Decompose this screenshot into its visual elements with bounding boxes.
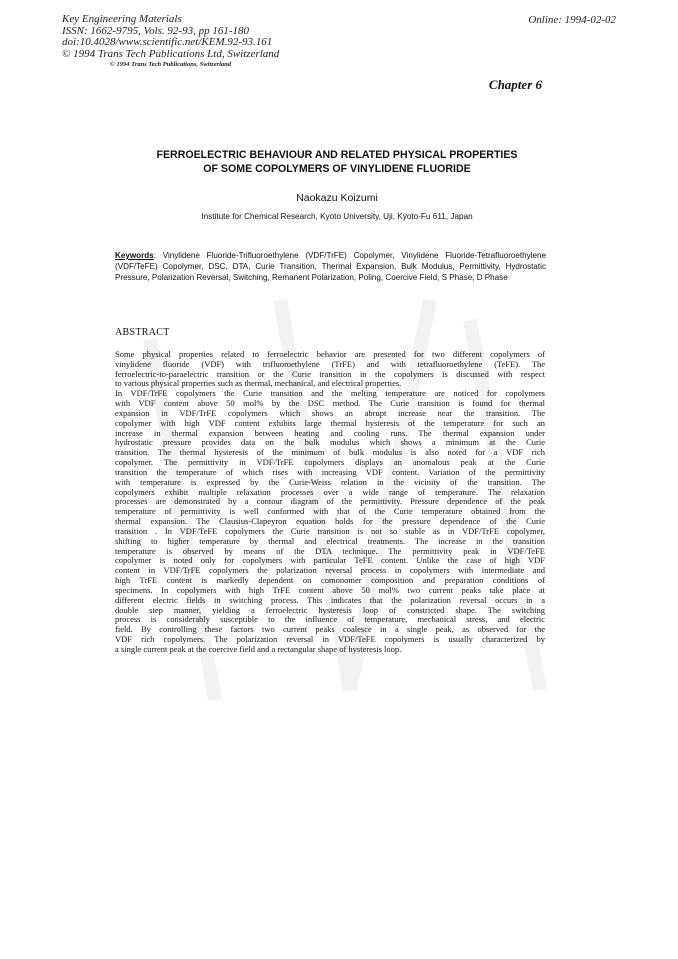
title-line: OF SOME COPOLYMERS OF VINYLIDENE FLUORIDE [203,163,471,175]
abstract-line: content in VDF/TrFE copolymers the polarization reversal process in copolymers with intermediate and [115,566,545,576]
abstract-line: transition the temperature of which rises with increasing VDF content. Variation of the permittivity [115,467,545,477]
author-name: Naokazu Koizumi [296,192,378,204]
abstract-line: double step manner, yielding a ferroelectric hysteresis loop of constricted shape. The switching [115,605,545,615]
journal-name: Key Engineering Materials [62,13,182,25]
abstract-line: In VDF/TrFE copolymers the Curie transition and the melting temperature are noticed for copolymers [115,389,545,399]
abstract-line: Some physical properties related to ferroelectric behavior are presented for two different copolymers of [115,350,545,359]
keywords-text: : Vinylidene Fluoride-Trifluoroethylene (VDF/TrFE) Copolymer, Vinylidene Fluoride-Tetrafluoroethylene (VDF/TeFE) Copolymer, DSC, DTA, Curie Transition, Thermal Expansion, Bulk Modulus, Permittivity, Hydrostatic Pressure, Polarization Reversal, Switching, Remanent Polarization, Poling, Coercive Field, S Phase, D Phase [115,251,546,283]
keywords-label: Keywords [115,251,154,260]
abstract-line: copolymer with high VDF content exhibits large thermal hysteresis of the temperature for such an [115,418,545,428]
abstract-line: shifting to higher temperature by thermal and electrical treatments. The increase in the transition [115,536,545,546]
author-affiliation: Institute for Chemical Research, Kyoto University, Uji, Kyoto-Fu 611, Japan [201,212,473,221]
title-line: FERROELECTRIC BEHAVIOUR AND RELATED PHYSICAL PROPERTIES [156,149,518,161]
abstract-line: hydrostatic pressure provides data on the bulk modulus which shows a minimum at the Curie [115,438,545,448]
journal-metadata [62,14,279,69]
abstract-line: copolymer. The permittivity in VDF/TrFE copolymers displays an anomalous peak at the Curie [115,458,545,468]
abstract-line: vinylidene fluoride (VDF) with trifluoroethylene (TrFE) and with tetrafluoroethylene (TeFE). The [115,359,545,369]
abstract-line: high TrFE content is markedly dependent on comonomer composition and preparation conditions of [115,576,545,586]
abstract-line: VDF rich copolymers. The polarization reversal in VDF/TeFE copolymers is usually characterized by [115,635,545,645]
abstract-line: transition . In VDF/TeFE copolymers the Curie transition is not so stable as in VDF/TrFE copolymer, [115,526,545,536]
abstract-line: different electric fields in switching process. This indicates that the polarization reversal occurs in a [115,595,545,605]
abstract-line: expansion in VDF/TrFE copolymers which shows an abrupt increase near the transition. The [115,408,545,418]
abstract-line: field. By controlling these factors two current peaks coalesce in a single peak, as observed for the [115,625,545,635]
abstract-line: temperature of permittivity is well conformed with that of the Curie temperature obtained from the [115,507,545,517]
doi-line: doi:10.4028/www.scientific.net/KEM.92-93.161 [62,36,273,49]
small-copyright-line: © 1994 Trans Tech Publications, Switzerland [110,61,232,69]
online-date: Online: 1994-02-02 [528,14,616,26]
abstract-line: a single current peak at the coercive field and a rectangular shape of hysteresis loop. [115,644,402,654]
chapter-label: Chapter 6 [488,77,542,92]
abstract-line: with temperature is expressed by the Curie-Weiss relation in the vicinity of the transition. The [115,477,545,487]
abstract-line: copolymers exhibit multiple relaxation processes over a wide range of temperature. The relaxation [115,487,545,497]
abstract-line: process is considerably susceptible to the influence of temperature, mechanical stress, and electric [115,615,545,625]
paper-title [90,148,584,176]
abstract-line: thermal expansion. The Clausius-Clapeyron equation holds for the pressure dependence of the Curie [115,517,545,527]
abstract-line: to various physical properties such as thermal, mechanical, and electrical properties. [115,379,402,389]
abstract-line: increase in thermal expansion between heating and cooling runs. The thermal expansion under [115,428,545,438]
abstract-line: transition. The thermal hysteresis of the minimum of bulk modulus is also noted for a VDF rich [115,448,545,458]
keywords-block [115,250,546,284]
copyright-line: © 1994 Trans Tech Publications Ltd, Switzerland [62,47,280,60]
abstract-line: temperature is observed by means of the DTA technique. The permittivity peak in VDF/TeFE [115,546,545,556]
abstract-line: processes are demonstrated by a contour diagram of the permittivity. Pressure dependence of the peak [115,497,545,507]
abstract-heading: ABSTRACT [115,327,170,338]
issn-line: ISSN: 1662-9795, Vols. 92-93, pp 161-180 [62,24,249,37]
abstract-line: specimens. In copolymers with high TrFE content above 50 mol% two current peaks take place at [115,585,545,595]
abstract-line: ferroelectric-to-paraelectric transition or the Curie transition in the copolymers is discussed with respect [115,369,545,379]
abstract-body [115,350,545,655]
abstract-line: with VDF content above 50 mol% by the DSC method. The Curie transition is found for thermal [115,399,545,409]
abstract-line: copolymer is noted only for copolymers with particular TeFE content. Unlike the case of high VDF [115,556,545,566]
